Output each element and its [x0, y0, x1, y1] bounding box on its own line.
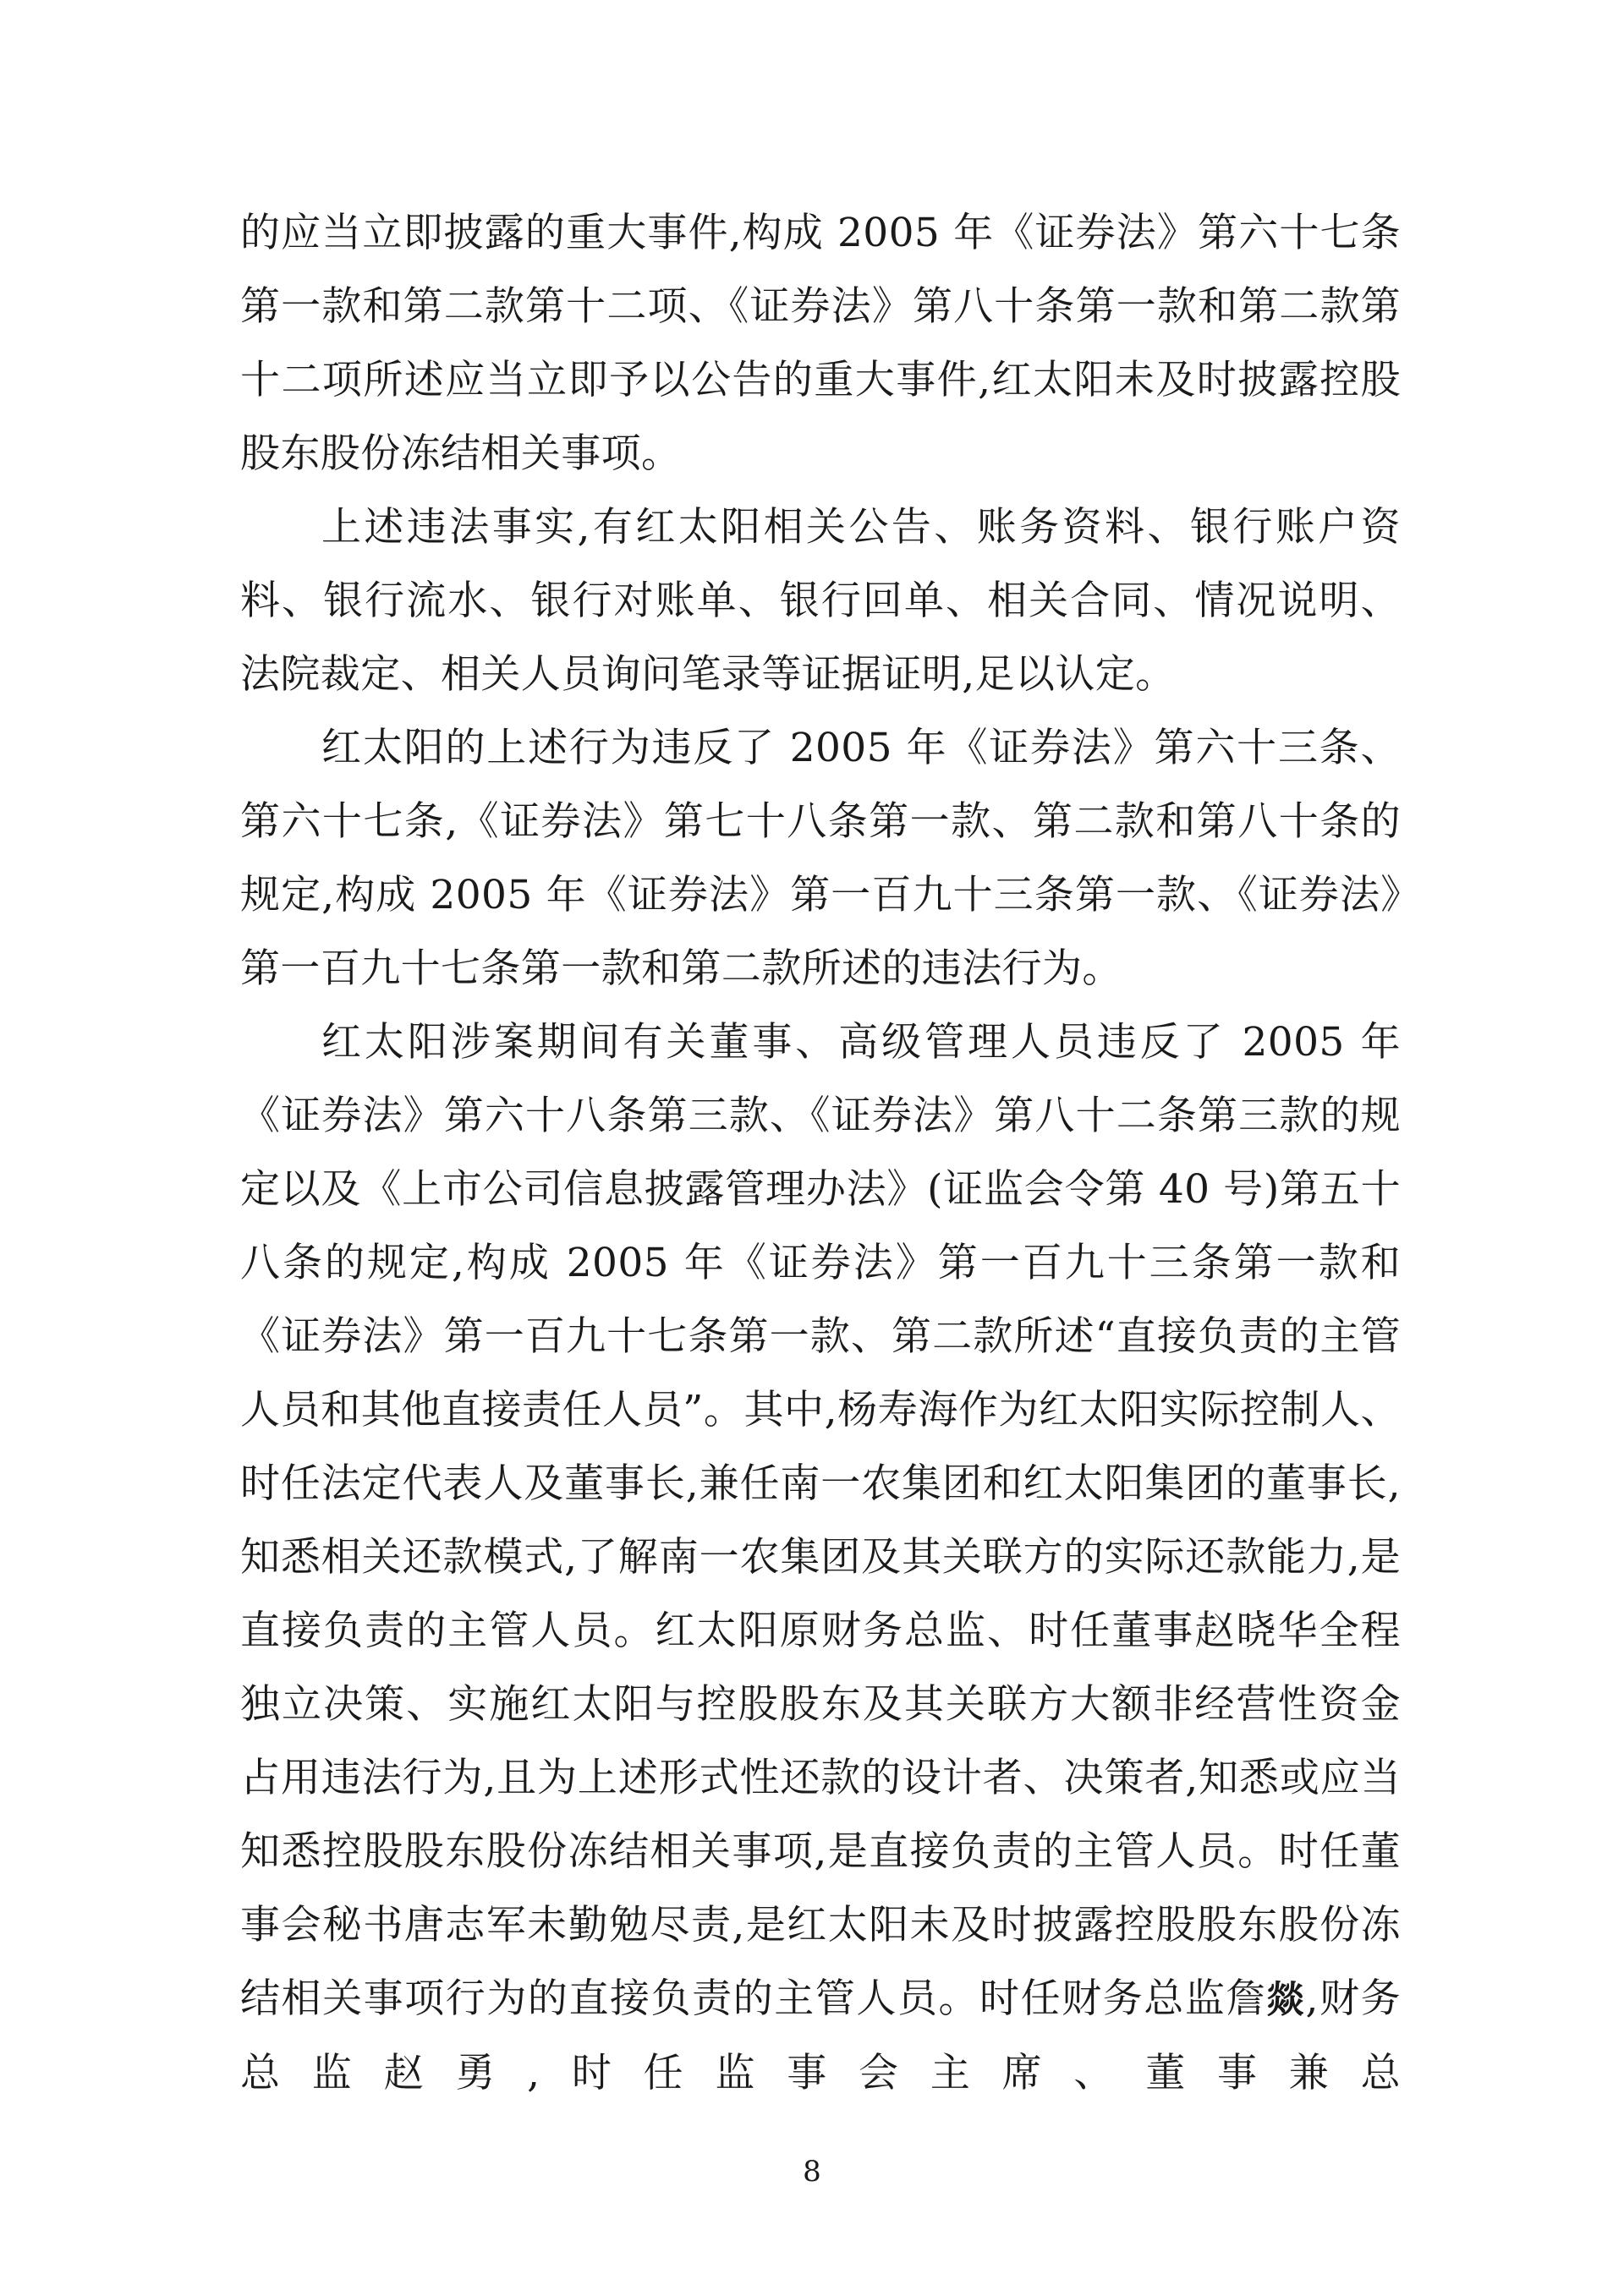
- paragraph-4-segment-tail: ,财务总监赵勇,时任监事会主席、董事兼总: [240, 1975, 1402, 2096]
- paragraph-4-segment-main: 红太阳涉案期间有关董事、高级管理人员违反了 2005 年《证券法》第六十八条第三款、《证券法》第八十二条第三款的规定以及《上市公司信息披露管理办法》(证监会令第 40 号)第五十八条的规定,构成 2005 年《证券法》第一百九十三条第一款和《证券法》第一百九十七条第一款、第二款所述“直接负责的主管人员和其他直接责任人员”。其中,杨寿海作为红太阳实际控制人、时任法定代表人及董事长,兼任南一农集团和红太阳集团的董事长,知悉相关还款模式,了解南一农集团及其关联方的实际还款能力,是直接负责的主管人员。红太阳原财务总监、时任董事赵晓华全程独立决策、实施红太阳与控股股东及其关联方大额非经营性资金占用违法行为,且为上述形式性还款的设计者、决策者,知悉或应当知悉控股股东股份冻结相关事项,是直接负责的主管人员。时任董事会秘书唐志军未勤勉尽责,是红太阳未及时披露控股股东股份冻结相关事项行为的直接负责的主管人员。时任财务总监詹: [240, 1019, 1401, 2022]
- person-name-zhanyi-glyph: 燚: [1266, 1978, 1306, 2021]
- paragraph-2: 上述违法事实,有红太阳相关公告、账务资料、银行账户资料、银行流水、银行对账单、银行回单、相关合同、情况说明、法院裁定、相关人员询问笔录等证据证明,足以认定。: [240, 504, 1401, 698]
- paragraph-3: 红太阳的上述行为违反了 2005 年《证券法》第六十三条、第六十七条,《证券法》第七十八条第一款、第二款和第八十条的规定,构成 2005 年《证券法》第一百九十三条第一款、《证券法》第一百九十七条第一款和第二款所述的违法行为。: [240, 725, 1401, 992]
- page-number: 8: [803, 2155, 821, 2189]
- paragraph-1: 的应当立即披露的重大事件,构成 2005 年《证券法》第六十七条第一款和第二款第十二项、《证券法》第八十条第一款和第二款第十二项所述应当立即予以公告的重大事件,红太阳未及时披露控股股东股份冻结相关事项。: [240, 210, 1401, 477]
- page-body: [240, 196, 1401, 2110]
- paragraph-4: [240, 1006, 1401, 2110]
